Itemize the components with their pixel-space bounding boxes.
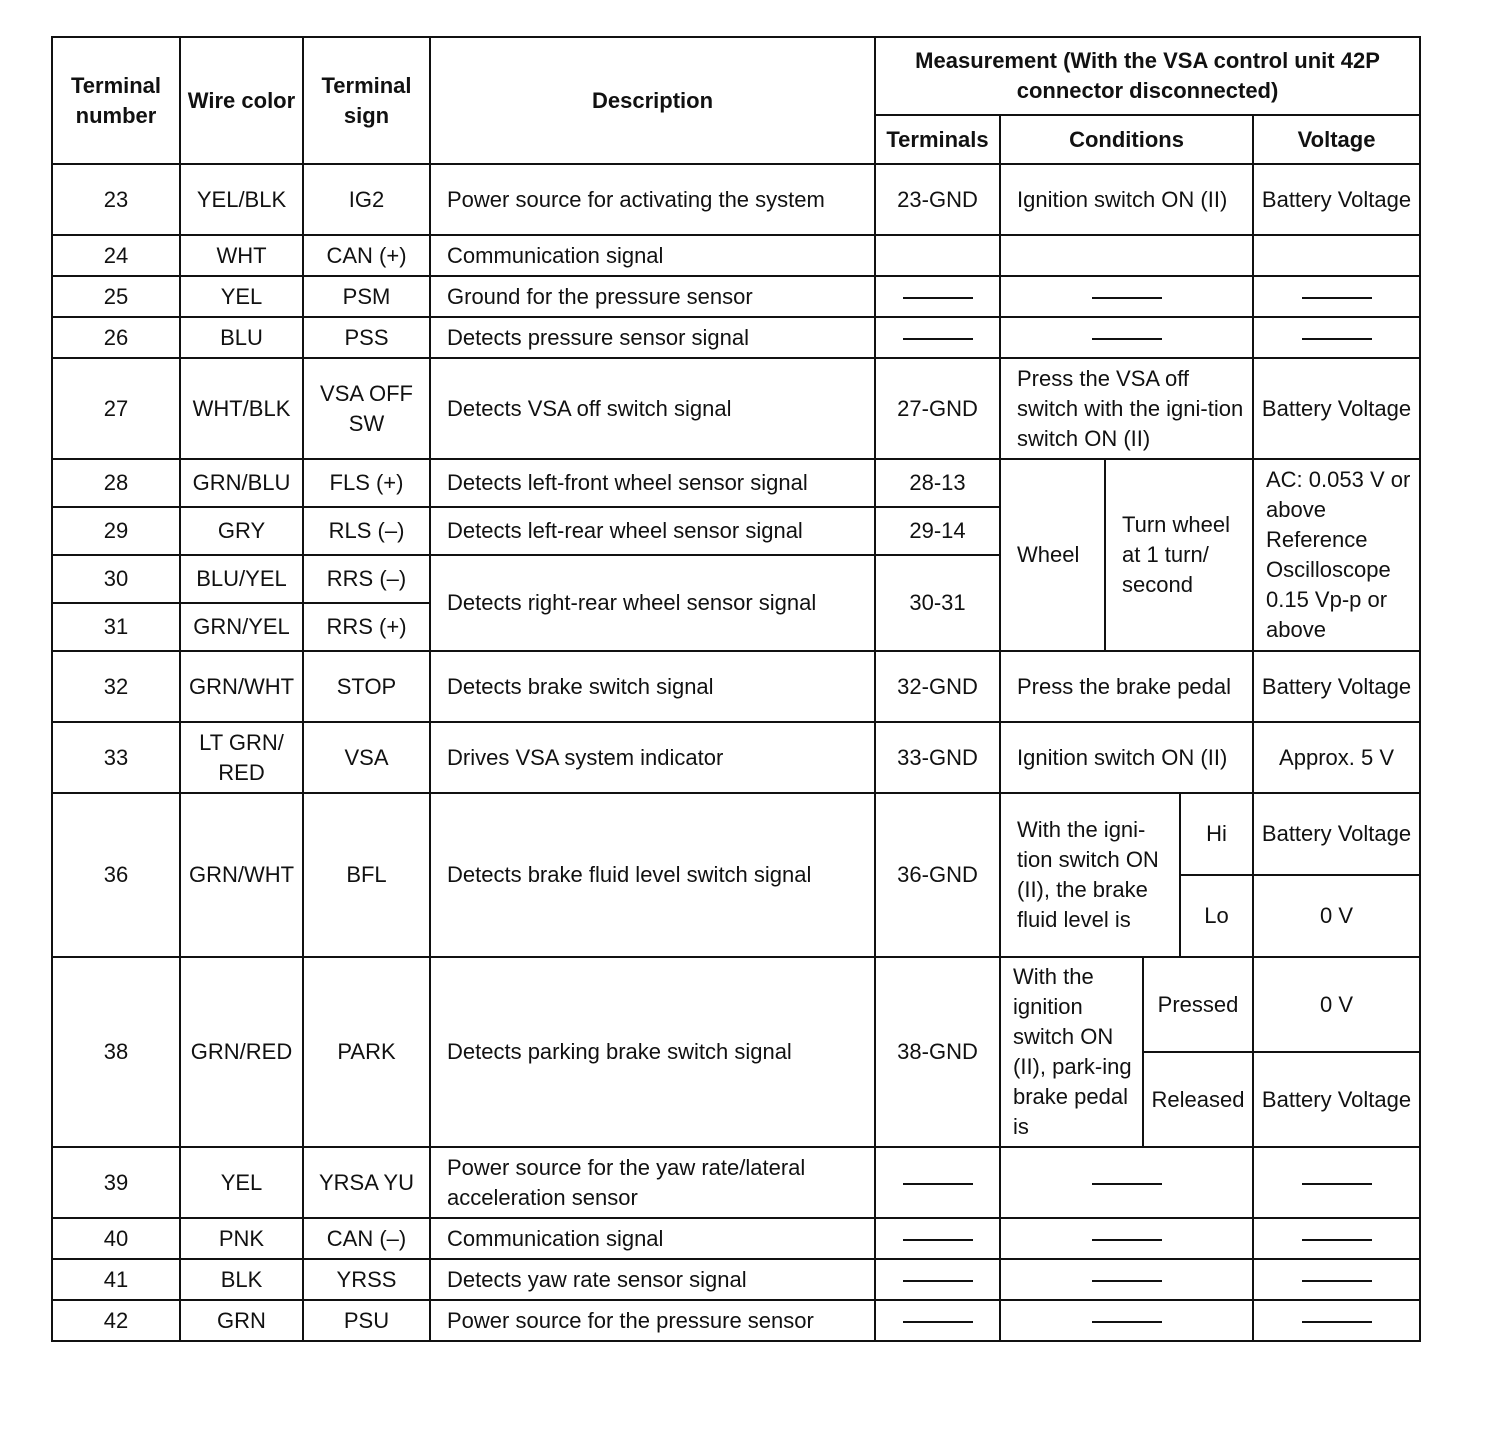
terminals: 38-GND [875,957,1000,1147]
description: Detects right-rear wheel sensor signal [430,555,875,651]
description: Detects brake switch signal [430,651,875,722]
conditions-dash [1000,1300,1253,1341]
terminal-sign: CAN (+) [303,235,430,276]
voltage-dash [1253,317,1420,358]
conditions [1000,235,1253,276]
header-conditions: Conditions [1000,115,1253,164]
wire-color: YEL [180,276,303,317]
header-wire-color: Wire color [180,37,303,164]
wire-color: WHT/BLK [180,358,303,459]
table-row [52,317,1420,358]
terminal-number: 36 [52,793,180,957]
description: Detects brake fluid level switch signal [430,793,875,957]
condition-pressed: Pressed [1143,957,1253,1052]
table-row [52,1218,1420,1259]
table-row [52,358,1420,459]
table-row [52,957,1420,1052]
conditions: Ignition switch ON (II) [1000,722,1253,793]
description: Detects parking brake switch signal [430,957,875,1147]
terminals: 27-GND [875,358,1000,459]
terminal-number: 31 [52,603,180,651]
table-row [52,459,1420,507]
description: Power source for the pressure sensor [430,1300,875,1341]
terminal-sign: VSA OFF SW [303,358,430,459]
terminal-sign: YRSS [303,1259,430,1300]
table-row [52,722,1420,793]
voltage-dash [1253,276,1420,317]
condition-brake-fluid: With the igni-tion switch ON (II), the brake fluid level is [1000,793,1180,957]
description: Detects yaw rate sensor signal [430,1259,875,1300]
wire-color: GRN/WHT [180,651,303,722]
voltage [1253,235,1420,276]
voltage-dash [1253,1300,1420,1341]
terminal-number: 30 [52,555,180,603]
voltage-pressed: 0 V [1253,957,1420,1052]
voltage-dash [1253,1218,1420,1259]
conditions: Ignition switch ON (II) [1000,164,1253,235]
table-row [52,1147,1420,1218]
terminals-dash [875,1218,1000,1259]
voltage-lo: 0 V [1253,875,1420,957]
conditions-dash [1000,276,1253,317]
terminals-dash [875,317,1000,358]
terminal-number: 39 [52,1147,180,1218]
condition-turn-wheel: Turn wheel at 1 turn/ second [1105,459,1253,651]
wire-color: GRN/WHT [180,793,303,957]
terminal-sign: PARK [303,957,430,1147]
description: Detects VSA off switch signal [430,358,875,459]
terminal-sign: VSA [303,722,430,793]
table-row [52,164,1420,235]
terminal-sign: RLS (–) [303,507,430,555]
wire-color: GRY [180,507,303,555]
terminal-sign: RRS (+) [303,603,430,651]
voltage: Battery Voltage [1253,651,1420,722]
terminals: 32-GND [875,651,1000,722]
wire-color: BLU [180,317,303,358]
voltage-wheel-sensor: AC: 0.053 V or above Reference Oscilloscope 0.15 Vp-p or above [1253,459,1420,651]
header-measurement: Measurement (With the VSA control unit 42P connector disconnected) [875,37,1420,115]
wire-color: GRN/YEL [180,603,303,651]
description: Drives VSA system indicator [430,722,875,793]
terminals: 23-GND [875,164,1000,235]
header-terminals: Terminals [875,115,1000,164]
condition-lo: Lo [1180,875,1253,957]
voltage-dash [1253,1147,1420,1218]
terminal-number: 23 [52,164,180,235]
terminal-sign: STOP [303,651,430,722]
voltage: Battery Voltage [1253,358,1420,459]
terminal-sign: FLS (+) [303,459,430,507]
terminal-sign: PSM [303,276,430,317]
condition-wheel: Wheel [1000,459,1105,651]
table-row [52,1259,1420,1300]
terminals: 29-14 [875,507,1000,555]
terminals [875,235,1000,276]
condition-parking-brake: With the ignition switch ON (II), park-ing brake pedal is [1000,957,1143,1147]
conditions-dash [1000,1218,1253,1259]
voltage: Battery Voltage [1253,164,1420,235]
description: Ground for the pressure sensor [430,276,875,317]
terminal-sign: RRS (–) [303,555,430,603]
terminal-number: 38 [52,957,180,1147]
conditions: Press the brake pedal [1000,651,1253,722]
table-row [52,1300,1420,1341]
description: Communication signal [430,1218,875,1259]
voltage-hi: Battery Voltage [1253,793,1420,875]
conditions-dash [1000,1147,1253,1218]
terminal-sign: YRSA YU [303,1147,430,1218]
wire-color: GRN [180,1300,303,1341]
terminals: 30-31 [875,555,1000,651]
terminal-number: 29 [52,507,180,555]
wire-color: GRN/RED [180,957,303,1147]
description: Power source for activating the system [430,164,875,235]
header-description: Description [430,37,875,164]
terminal-number: 32 [52,651,180,722]
wire-color: YEL/BLK [180,164,303,235]
table-row [52,651,1420,722]
terminal-sign: IG2 [303,164,430,235]
terminal-table [51,36,1421,1342]
wire-color: WHT [180,235,303,276]
terminal-number: 24 [52,235,180,276]
terminal-number: 42 [52,1300,180,1341]
terminal-sign: PSU [303,1300,430,1341]
condition-released: Released [1143,1052,1253,1147]
terminal-number: 28 [52,459,180,507]
condition-hi: Hi [1180,793,1253,875]
description: Detects left-rear wheel sensor signal [430,507,875,555]
terminals-dash [875,1300,1000,1341]
terminals: 28-13 [875,459,1000,507]
voltage: Approx. 5 V [1253,722,1420,793]
table-row [52,793,1420,875]
terminals: 36-GND [875,793,1000,957]
terminal-number: 33 [52,722,180,793]
voltage-dash [1253,1259,1420,1300]
terminal-number: 25 [52,276,180,317]
terminals-dash [875,1259,1000,1300]
wire-color: YEL [180,1147,303,1218]
terminal-number: 26 [52,317,180,358]
description: Detects left-front wheel sensor signal [430,459,875,507]
conditions-dash [1000,1259,1253,1300]
terminal-sign: BFL [303,793,430,957]
terminal-number: 40 [52,1218,180,1259]
terminals-dash [875,276,1000,317]
wire-color: BLK [180,1259,303,1300]
wire-color: GRN/BLU [180,459,303,507]
table-row [52,276,1420,317]
voltage-released: Battery Voltage [1253,1052,1420,1147]
conditions-dash [1000,317,1253,358]
wire-color: LT GRN/ RED [180,722,303,793]
conditions: Press the VSA off switch with the igni-tion switch ON (II) [1000,358,1253,459]
terminal-sign: PSS [303,317,430,358]
description: Detects pressure sensor signal [430,317,875,358]
header-voltage: Voltage [1253,115,1420,164]
table-row [52,235,1420,276]
wire-color: BLU/YEL [180,555,303,603]
header-terminal-number: Terminal number [52,37,180,164]
description: Power source for the yaw rate/lateral acceleration sensor [430,1147,875,1218]
wire-color: PNK [180,1218,303,1259]
terminal-number: 27 [52,358,180,459]
terminals: 33-GND [875,722,1000,793]
terminals-dash [875,1147,1000,1218]
terminal-sign: CAN (–) [303,1218,430,1259]
header-terminal-sign: Terminal sign [303,37,430,164]
terminal-number: 41 [52,1259,180,1300]
description: Communication signal [430,235,875,276]
